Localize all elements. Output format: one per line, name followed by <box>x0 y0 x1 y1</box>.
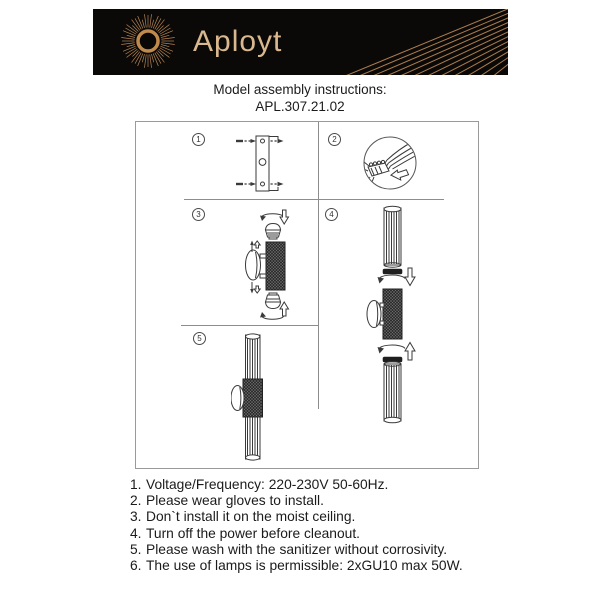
assembly-diagram <box>135 121 479 469</box>
instruction-item <box>130 477 463 493</box>
down-arrow-icon <box>405 268 415 286</box>
mounting-bracket-screws-diagram <box>231 132 316 202</box>
collar-ring <box>383 269 402 274</box>
instruction-item <box>130 558 463 574</box>
fluted-tube-bottom <box>384 362 401 423</box>
page-title: Model assembly instructions: <box>213 82 387 97</box>
brand-name: Aployt <box>193 25 283 58</box>
instruction-number: 1. <box>130 477 142 492</box>
collar-ring <box>383 357 402 362</box>
assembled-fixture-diagram <box>231 327 311 467</box>
panel-4-number: 4 <box>325 208 338 221</box>
instruction-item <box>130 493 463 509</box>
instruction-text: Don`t install it on the moist ceiling. <box>146 509 356 525</box>
gu10-bulb-top <box>266 224 281 240</box>
rotate-arrow-icon <box>378 345 406 353</box>
instruction-number: 4. <box>130 525 142 541</box>
wiring-connection-diagram <box>354 130 426 196</box>
gu10-bulb-bottom <box>266 293 281 309</box>
up-arrow-icon <box>280 302 289 316</box>
bulb-and-shade-install-diagram <box>236 204 326 329</box>
instruction-text: Voltage/Frequency: 220-230V 50-60Hz. <box>146 477 389 492</box>
instruction-text: Please wash with the sanitizer without corrosivity. <box>146 541 448 557</box>
instruction-text: Turn off the power before cleanout. <box>146 525 360 541</box>
brand-banner <box>93 9 508 75</box>
instruction-number: 2. <box>130 493 142 509</box>
instruction-number: 3. <box>130 509 142 525</box>
down-arrow-icon <box>280 210 289 224</box>
instruction-item <box>130 542 463 558</box>
rays-icon <box>333 9 508 75</box>
knurled-shade <box>383 289 402 339</box>
instruction-list <box>130 477 463 574</box>
up-arrow-icon <box>405 343 415 361</box>
wall-cup <box>367 301 384 328</box>
panel-1-number: 1 <box>192 133 205 146</box>
adjust-arrows-bottom <box>250 282 260 294</box>
panel-3-number: 3 <box>192 208 205 221</box>
knurled-center <box>243 379 263 417</box>
instruction-text: Please wear gloves to install. <box>146 493 324 509</box>
rotate-arrow-icon <box>378 275 406 283</box>
model-number: APL.307.21.02 <box>255 99 345 114</box>
tube-shade-assembly-diagram <box>361 202 456 432</box>
panel-2-number: 2 <box>328 133 341 146</box>
starburst-icon <box>93 9 508 75</box>
instruction-item <box>130 509 463 525</box>
instruction-item <box>130 526 463 542</box>
wall-cup <box>231 386 244 411</box>
knurled-shade <box>266 242 285 290</box>
instruction-number: 6. <box>130 558 142 574</box>
instruction-text: The use of lamps is permissible: 2xGU10 max 50W. <box>146 558 463 574</box>
instruction-number: 5. <box>130 541 142 557</box>
wall-cup <box>246 250 267 280</box>
rotate-arrow-icon <box>260 312 284 319</box>
fluted-tube-top <box>384 206 401 267</box>
panel-5-number: 5 <box>193 332 206 345</box>
starburst-ring <box>138 31 158 51</box>
